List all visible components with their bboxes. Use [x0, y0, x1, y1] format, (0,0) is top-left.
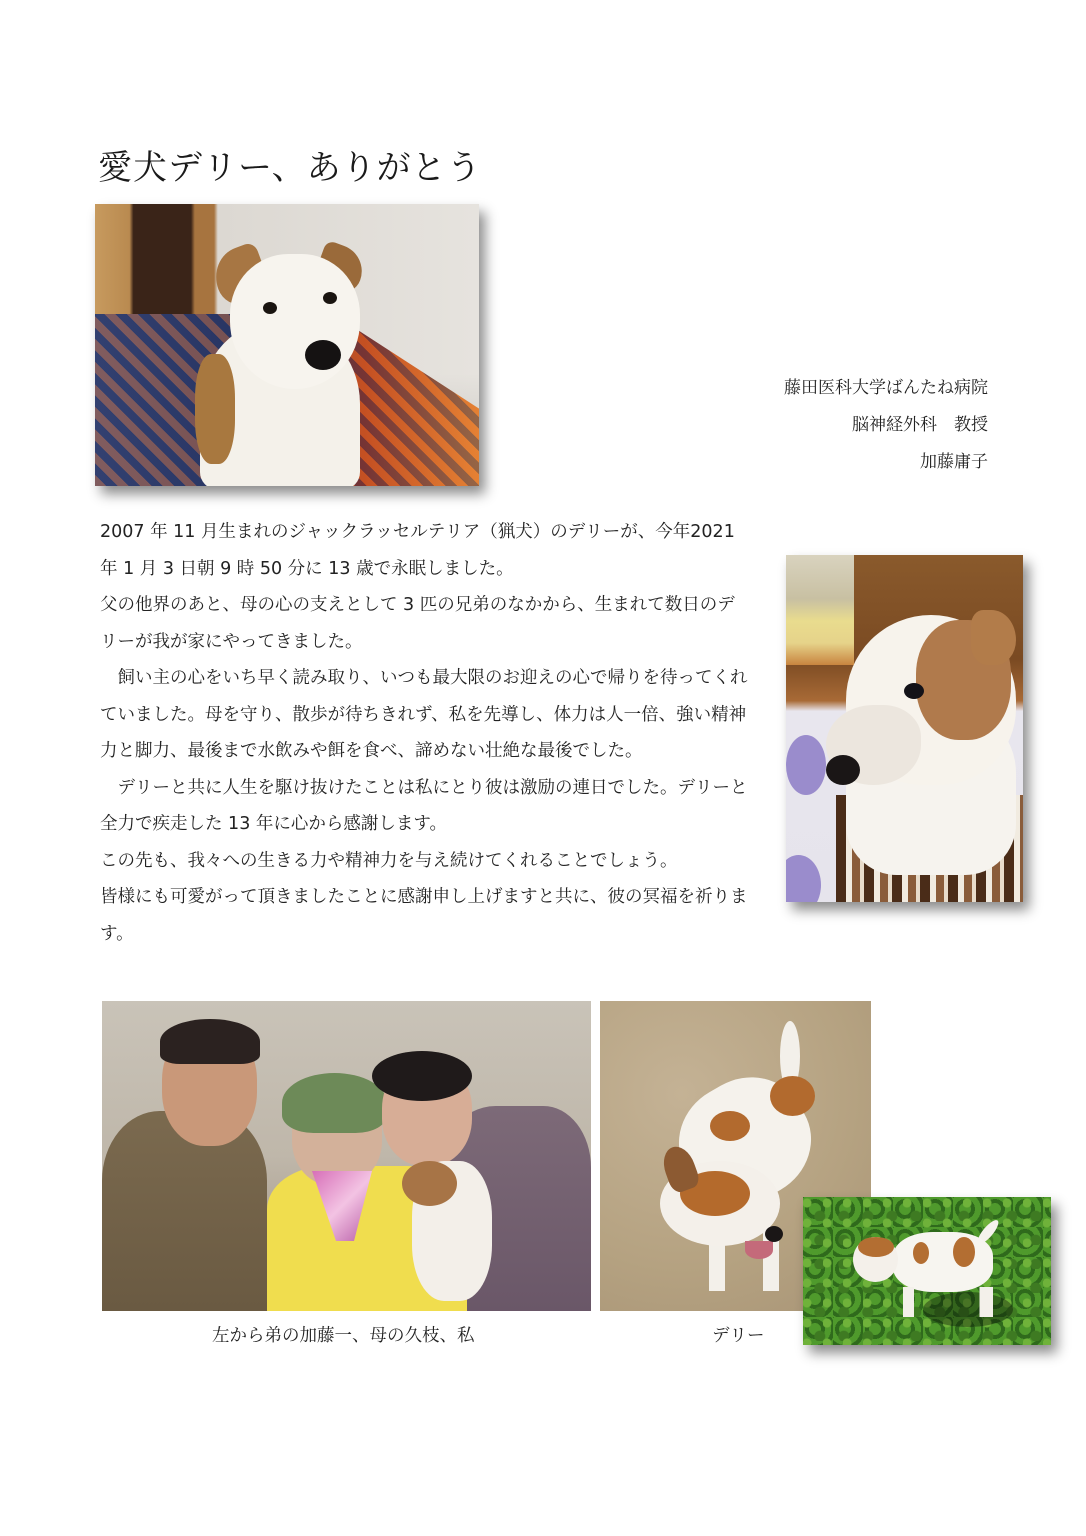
dog-patch: [913, 1242, 929, 1264]
dog-nose: [305, 340, 341, 370]
dog-eye: [263, 302, 277, 314]
dog-patch: [195, 354, 235, 464]
paragraph: 飼い主の心をいち早く読み取り、いつも最大限のお迎えの心で帰りを待ってくれていました。母を守り、散歩が待ちきれず、私を先導し、体力は人一倍、強い精神力と脚力、最後まで水飲みや餌を食べ、諦めない壮絶な最後でした。: [100, 668, 748, 761]
paragraph: 2007 年 11 月生まれのジャックラッセルテリア（猟犬）のデリーが、今年2021 年 1 月 3 日朝 9 時 50 分に 13 歳で永眠しました。: [100, 522, 735, 579]
author-name: 加藤庸子: [920, 452, 988, 472]
dog-patch: [770, 1076, 815, 1116]
photo-family: [102, 1001, 591, 1311]
dog-patch: [402, 1161, 457, 1206]
dog-patch: [710, 1111, 750, 1141]
paragraph: デリーと共に人生を駆け抜けたことは私にとり彼は激励の連日でした。デリーと全力で疾走した 13 年に心から感謝します。: [100, 777, 748, 834]
dog-eye: [904, 683, 924, 699]
caption-family: 左から弟の加藤一、母の久枝、私: [212, 1326, 475, 1346]
dog-tongue: [745, 1241, 773, 1259]
paragraph: この先も、我々への生きる力や精神力を与え続けてくれることでしょう。: [100, 850, 678, 871]
photo-dog-grass: [803, 1197, 1051, 1345]
photo-dog-closeup: [786, 555, 1023, 902]
page-title: 愛犬デリー、ありがとう: [98, 148, 482, 188]
person-brother: [102, 1111, 267, 1311]
dog-head: [230, 254, 360, 389]
dog-nose: [765, 1226, 783, 1242]
dog-eye: [323, 292, 337, 304]
body-text: [100, 514, 750, 952]
paragraph: 父の他界のあと、母の心の支えとして 3 匹の兄弟のなかから、生まれて数日のデリーが我が家にやってきました。: [100, 595, 735, 652]
author-department: 脳神経外科 教授: [852, 415, 988, 435]
caption-dog: デリー: [712, 1326, 765, 1346]
dog-ear: [971, 610, 1016, 665]
author-affiliation: 藤田医科大学ばんたね病院: [784, 378, 988, 398]
dog-nose: [826, 755, 860, 785]
person-hair: [372, 1051, 472, 1101]
mat-pattern: [786, 855, 821, 902]
dog-legs: [903, 1287, 993, 1317]
dog-body: [893, 1232, 993, 1292]
photo-dog-sitting: [95, 204, 479, 486]
mat-pattern: [786, 735, 826, 795]
shelf: [786, 555, 854, 665]
knit-hat: [282, 1073, 387, 1133]
paragraph: 皆様にも可愛がって頂きましたことに感謝申し上げますと共に、彼の冥福を祈ります。: [100, 887, 748, 944]
dog-patch: [858, 1237, 894, 1257]
person-hair: [160, 1019, 260, 1064]
dog-patch: [953, 1237, 975, 1267]
